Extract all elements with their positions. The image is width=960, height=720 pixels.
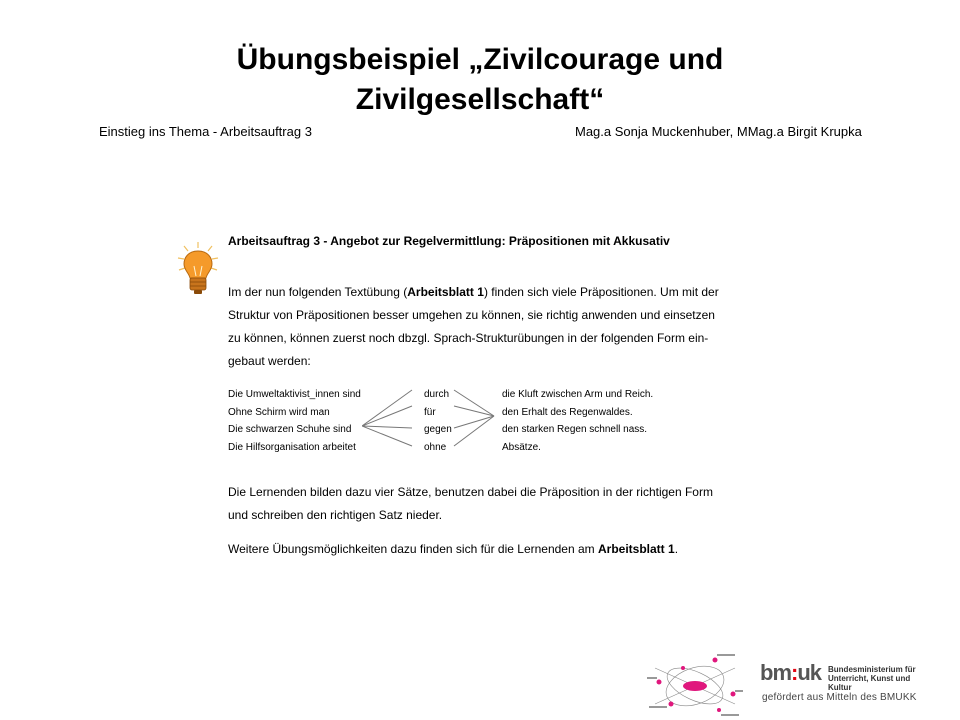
worksheet-heading: Arbeitsauftrag 3 - Angebot zur Regelvermittlung: Präpositionen mit Akkusativ [228,234,670,248]
task-paragraph [228,481,713,527]
further-text: Weitere Übungsmöglichkeiten dazu finden sich für die Lernenden am [228,542,598,556]
subject-item: Die Umweltaktivist_innen sind [228,389,361,400]
intro-line-4: gebaut werden: [228,354,311,368]
connector-arrows [362,386,502,458]
ministry-name [828,665,935,692]
title-line-1: Übungsbeispiel „Zivilcourage und [236,43,724,76]
subject-item: Die schwarzen Schuhe sind [228,424,352,435]
intro-line-1 [228,281,719,304]
ministry-name-line: Bundesministerium für [828,665,916,674]
object-column [502,386,653,456]
lightbulb-icon [176,240,220,298]
subject-item: Die Hilfsorganisation arbeitet [228,441,356,453]
preposition-item: durch [424,389,450,400]
title-line-2: Zivilgesellschaft“ [355,83,605,116]
ministry-name-line: Unterricht, Kunst und Kultur [828,674,911,692]
further-text: . [674,542,679,556]
task-line-2: und schreiben den richtigen Satz nieder. [228,508,443,522]
worksheet-reference: Arbeitsblatt 1 [598,542,675,556]
page-title [0,40,960,120]
object-item: den Erhalt des Regenwaldes. [502,406,633,418]
worksheet-reference: Arbeitsblatt 1 [407,285,484,299]
bmuk-wordmark-colon: : [791,660,798,685]
preposition-item: ohne [424,441,447,453]
intro-line-2: Struktur von Präpositionen besser umgehen zu können, sie richtig anwenden und einsetzen [228,308,715,322]
intro-paragraph [228,281,719,373]
network-logo [645,650,745,720]
bmuk-wordmark-part: bm [760,660,791,685]
subtitle-topic: Einstieg ins Thema - Arbeitsauftrag 3 [99,124,312,139]
subtitle-authors: Mag.a Sonja Muckenhuber, MMag.a Birgit Krupka [575,124,862,139]
preposition-item: gegen [424,424,452,435]
subject-column [228,386,361,456]
intro-text: Im der nun folgenden Textübung ( [228,285,408,299]
funding-note: gefördert aus Mitteln des BMUKK [762,692,917,703]
bmuk-wordmark [760,660,821,686]
further-practice-paragraph [228,538,678,561]
task-line-1: Die Lernenden bilden dazu vier Sätze, benutzen dabei die Präposition in der richtigen Form [228,485,713,499]
object-item: Absätze. [502,441,541,453]
preposition-item: für [424,406,436,418]
bmuk-wordmark-part: uk [797,660,822,685]
intro-line-3: zu können, können zuerst noch dbzgl. Sprach-Strukturübungen in der folgenden Form ein- [228,331,709,345]
intro-text: ) finden sich viele Präpositionen. Um mit der [483,285,719,299]
object-item: den starken Regen schnell nass. [502,424,648,435]
subject-item: Ohne Schirm wird man [228,406,330,418]
object-item: die Kluft zwischen Arm und Reich. [502,389,654,400]
